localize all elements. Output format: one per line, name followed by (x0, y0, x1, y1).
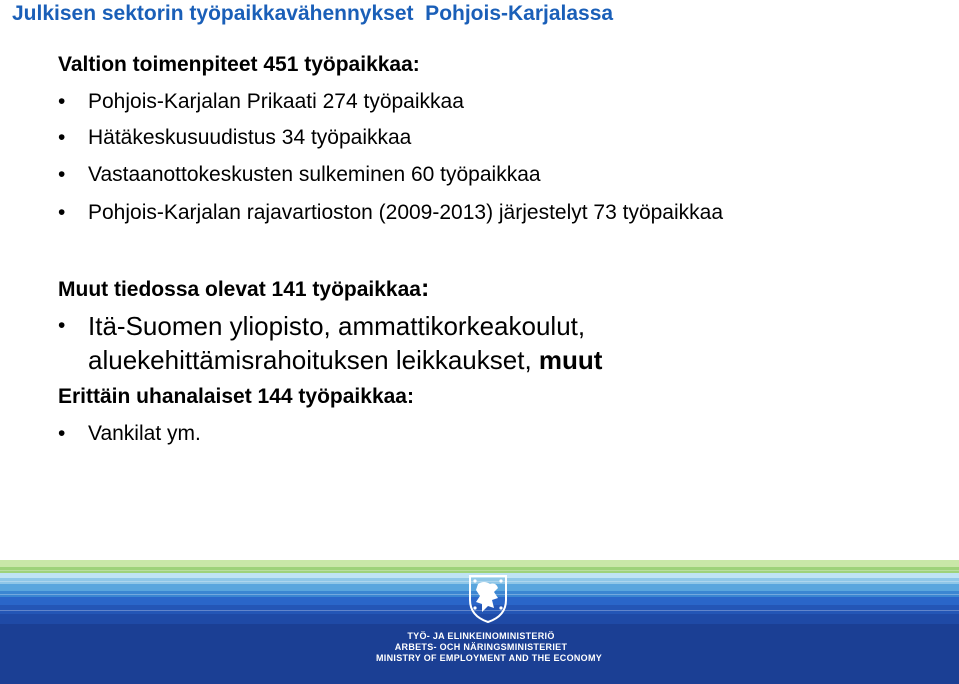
section-heading-other: Muut tiedossa olevat 141 työpaikkaa: (58, 274, 430, 302)
bullet-icon: • (58, 163, 66, 186)
list-item: • Pohjois-Karjalan rajavartioston (2009-2013) järjestelyt 73 työpaikkaa (58, 196, 778, 230)
bullet-icon: • (58, 314, 66, 337)
list-item: • Vankilat ym. (58, 417, 938, 451)
slide-title: Julkisen sektorin työpaikkavähennykset Pohjois-Karjalassa (12, 2, 614, 25)
ministry-name-en: MINISTRY OF EMPLOYMENT AND THE ECONOMY (376, 653, 603, 663)
bullet-icon: • (58, 126, 66, 149)
section-heading-state: Valtion toimenpiteet 451 työpaikkaa: (58, 53, 420, 76)
bullet-icon: • (58, 422, 66, 445)
ministry-name-fi: TYÖ- JA ELINKEINOMINISTERIÖ (407, 631, 555, 641)
list-item: • Hätäkeskusuudistus 34 työpaikkaa (58, 121, 938, 155)
list-item: • Vastaanottokeskusten sulkeminen 60 työpaikkaa (58, 158, 938, 192)
section-heading-endangered: Erittäin uhanalaiset 144 työpaikkaa: (58, 385, 414, 408)
bullet-icon: • (58, 201, 66, 224)
bullet-icon: • (58, 90, 66, 113)
list-item: • Itä-Suomen yliopisto, ammattikorkeakoulut, aluekehittämisrahoituksen leikkaukset, muut (58, 311, 603, 375)
list-item: • Pohjois-Karjalan Prikaati 274 työpaikkaa (58, 85, 938, 119)
finnish-lion-crest-icon (460, 570, 516, 626)
ministry-name-sv: ARBETS- OCH NÄRINGSMINISTERIET (394, 642, 568, 652)
